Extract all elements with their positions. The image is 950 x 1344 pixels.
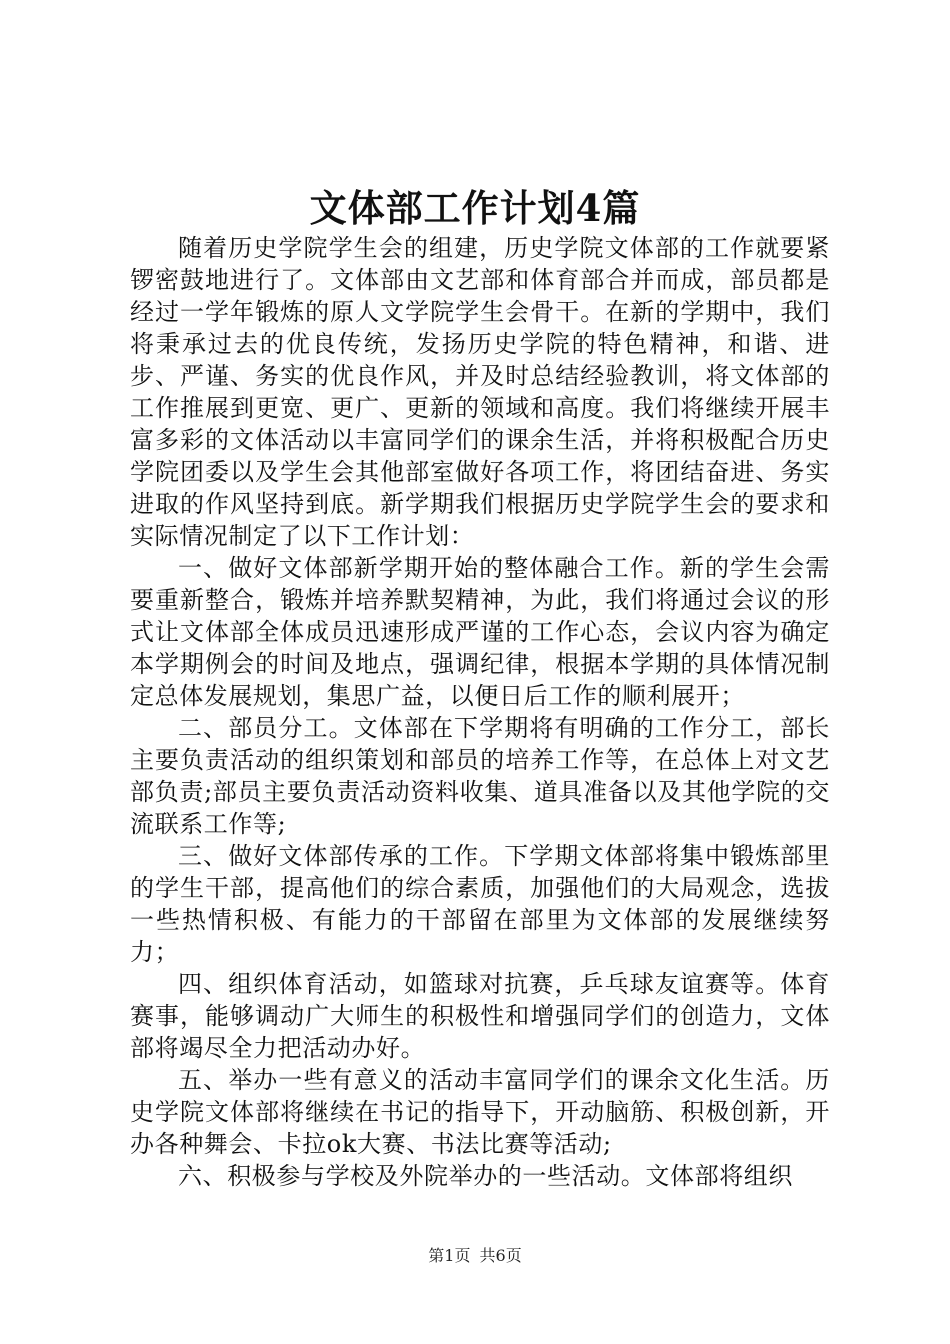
plan-item-4-paragraph: 四、组织体育活动，如篮球对抗赛，乒乓球友谊赛等。体育赛事，能够调动广大师生的积极性和增强同学们的创造力，文体部将竭尽全力把活动办好。 — [130, 970, 830, 1062]
plan-item-5-paragraph: 五、举办一些有意义的活动丰富同学们的课余文化生活。历史学院文体部将继续在书记的指导下，开动脑筋、积极创新，开办各种舞会、卡拉ok大赛、书法比赛等活动; — [130, 1066, 830, 1158]
plan-item-3-paragraph: 三、做好文体部传承的工作。下学期文体部将集中锻炼部里的学生干部，提高他们的综合素质，加强他们的大局观念，选拔一些热情积极、有能力的干部留在部里为文体部的发展继续努力； — [130, 842, 830, 966]
document-body — [130, 232, 830, 1192]
plan-item-2-paragraph: 二、部员分工。文体部在下学期将有明确的工作分工，部长主要负责活动的组织策划和部员的培养工作等，在总体上对文艺部负责;部员主要负责活动资料收集、道具准备以及其他学院的交流联系工作等; — [130, 714, 830, 838]
intro-paragraph: 随着历史学院学生会的组建，历史学院文体部的工作就要紧锣密鼓地进行了。文体部由文艺部和体育部合并而成，部员都是经过一学年锻炼的原人文学院学生会骨干。在新的学期中，我们将秉承过去的优良传统，发扬历史学院的特色精神，和谐、进步、严谨、务实的优良作风，并及时总结经验教训，将文体部的工作推展到更宽、更广、更新的领域和高度。我们将继续开展丰富多彩的文体活动以丰富同学们的课余生活，并将积极配合历史学院团委以及学生会其他部室做好各项工作，将团结奋进、务实进取的作风坚持到底。新学期我们根据历史学院学生会的要求和实际情况制定了以下工作计划： — [130, 234, 830, 550]
plan-item-1-paragraph: 一、做好文体部新学期开始的整体融合工作。新的学生会需要重新整合，锻炼并培养默契精神，为此，我们将通过会议的形式让文体部全体成员迅速形成严谨的工作心态，会议内容为确定本学期例会的时间及地点，强调纪律，根据本学期的具体情况制定总体发展规划，集思广益，以便日后工作的顺利展开； — [130, 554, 830, 710]
plan-item-6-paragraph: 六、积极参与学校及外院举办的一些活动。文体部将组织 — [178, 1162, 793, 1190]
page-footer: 第1页 共6页 — [428, 1246, 522, 1265]
document-title: 文体部工作计划4篇 — [309, 186, 641, 230]
